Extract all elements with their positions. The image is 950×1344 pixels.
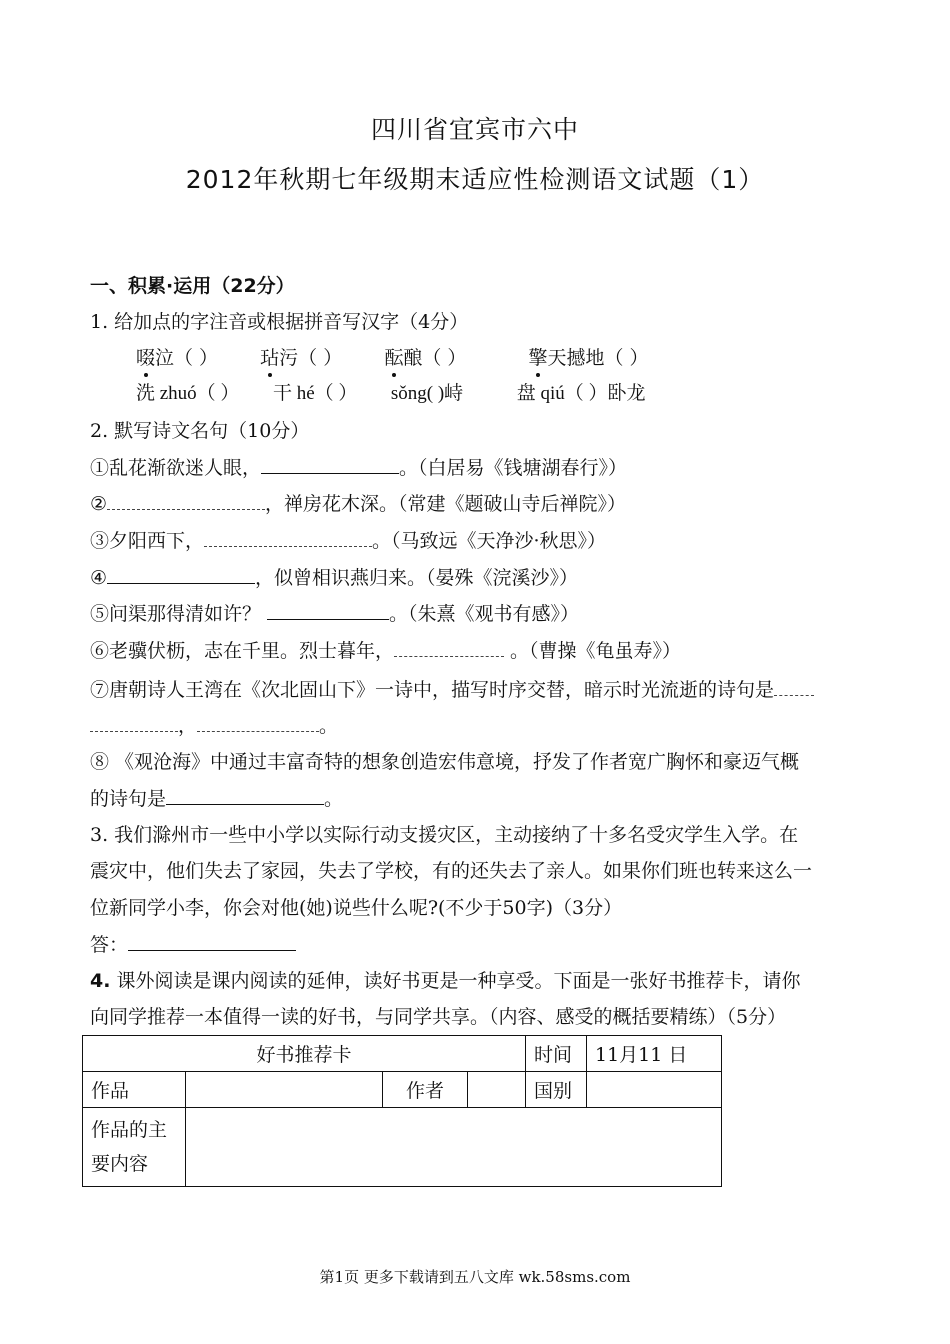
q2-item-text: 。 [324, 788, 344, 810]
page-title: 四川省宜宾市六中 [370, 115, 579, 144]
q2-item-text: 。（白居易《钱塘湖春行》） [399, 457, 628, 479]
q2-item-text: ③夕阳西下， [90, 530, 205, 552]
card-work-field[interactable] [186, 1072, 383, 1108]
card-author-field[interactable] [468, 1072, 526, 1108]
dotted-char: 玷 [260, 347, 280, 369]
book-recommendation-card [82, 1035, 722, 1187]
q2-item-text: ，禅房花木深。（常建《题破山寺后禅院》） [265, 493, 627, 515]
q1-item-2 [260, 347, 342, 369]
q2-item-text: 。（朱熹《观书有感》） [389, 603, 580, 625]
q1-item-4 [528, 347, 648, 369]
answer-blank[interactable] [267, 601, 389, 620]
q1-item-7: sǒng( )峙 [390, 383, 464, 404]
q1-item-text: 污（ ） [279, 347, 343, 369]
q2-item-text: 。 [319, 715, 339, 737]
card-time-value: 11月11 日 [587, 1036, 722, 1072]
q2-item-1 [90, 455, 627, 481]
dotted-char: 酝 [384, 347, 404, 369]
q4-number: 4. [90, 970, 111, 992]
q2-item-text: 。（马致远《天净沙·秋思》） [372, 530, 607, 552]
answer-blank[interactable] [197, 713, 319, 732]
q2-item-8-line1: ⑧ 《观沧海》中通过丰富奇特的想象创造宏伟意境，抒发了作者宽广胸怀和豪迈气概 [90, 751, 800, 773]
q2-item-8-line2 [90, 786, 343, 812]
answer-blank[interactable] [774, 677, 814, 696]
q2-item-text: ④ [90, 567, 108, 589]
answer-blank[interactable] [90, 713, 178, 732]
q4-text: 课外阅读是课内阅读的延伸，读好书更是一种享受。下面是一张好书推荐卡，请你 [110, 970, 801, 992]
answer-blank[interactable] [128, 932, 296, 951]
card-work-label: 作品 [83, 1072, 186, 1108]
answer-blank[interactable] [394, 638, 504, 657]
q2-item-text: ， [178, 715, 198, 737]
dotted-char: 擎 [528, 347, 548, 369]
q2-item-5 [90, 601, 579, 627]
answer-blank[interactable] [107, 565, 255, 584]
q1-item-8: 盘 qiú（ ）卧龙 [516, 383, 646, 404]
q1-stem: 1. 给加点的字注音或根据拼音写汉字（4分） [90, 311, 469, 333]
card-title: 好书推荐卡 [83, 1036, 526, 1072]
page-footer: 第1页 更多下载请到五八文库 wk.58sms.com [319, 1268, 631, 1286]
q2-item-4 [90, 565, 578, 591]
q1-item-6: 干 hé（ ） [272, 383, 358, 404]
q3-line3: 位新同学小李，你会对他(她)说些什么呢?(不少于50字)（3分） [90, 897, 623, 919]
q2-item-7-line2 [90, 713, 338, 739]
q2-item-text: ⑤问渠那得清如许？ [90, 603, 268, 625]
card-time-label: 时间 [526, 1036, 587, 1072]
q1-row1 [136, 345, 649, 371]
dotted-char: 啜 [136, 347, 156, 369]
answer-blank[interactable] [204, 528, 372, 547]
page-subtitle: 2012年秋期七年级期末适应性检测语文试题（1） [185, 165, 765, 194]
card-content-label-text: 作品的主要内容 [91, 1119, 168, 1175]
q2-item-2 [90, 491, 626, 517]
q4-line1 [90, 968, 801, 994]
q1-item-text: 泣（ ） [155, 347, 219, 369]
answer-label: 答： [90, 934, 129, 956]
section-heading: 一、积累·运用（22分） [90, 275, 295, 297]
card-country-field[interactable] [587, 1072, 722, 1108]
q1-item-text: 酿（ ） [403, 347, 467, 369]
card-author-label: 作者 [383, 1072, 468, 1108]
q2-item-text: ⑦唐朝诗人王湾在《次北固山下》一诗中，描写时序交替，暗示时光流逝的诗句是 [90, 679, 775, 701]
card-content-label [83, 1108, 186, 1187]
q2-item-text: 。（曹操《龟虽寿》） [504, 640, 682, 662]
q1-item-text: 天撼地（ ） [547, 347, 649, 369]
q2-stem: 2. 默写诗文名句（10分） [90, 420, 310, 442]
q1-row2 [136, 381, 645, 407]
q3-line1: 3. 我们滁州市一些中小学以实际行动支援灾区，主动接纳了十多名受灾学生入学。在 [90, 824, 799, 846]
q2-item-text: ①乱花渐欲迷人眼， [90, 457, 262, 479]
card-country-label: 国别 [526, 1072, 587, 1108]
q3-line2: 震灾中，他们失去了家园，失去了学校，有的还失去了亲人。如果你们班也转来这么一 [90, 860, 813, 882]
answer-blank[interactable] [261, 455, 399, 474]
answer-blank[interactable] [107, 491, 265, 510]
q2-item-text: 的诗句是 [90, 788, 167, 810]
q1-item-1 [136, 347, 218, 369]
card-content-field[interactable] [186, 1108, 722, 1187]
q1-item-3 [384, 347, 466, 369]
q2-item-6 [90, 638, 681, 664]
q2-item-text: ② [90, 493, 108, 515]
q2-item-text: ⑥老骥伏枥，志在千里。烈士暮年， [90, 640, 395, 662]
q2-item-text: ，似曾相识燕归来。（晏殊《浣溪沙》） [255, 567, 579, 589]
answer-blank[interactable] [166, 786, 324, 805]
q4-line2: 向同学推荐一本值得一读的好书，与同学共享。（内容、感受的概括要精练）（5分） [90, 1006, 787, 1028]
q2-item-3 [90, 528, 606, 554]
q1-item-5: 洗 zhuó（ ） [136, 383, 240, 404]
q3-answer [90, 932, 296, 958]
q2-item-7-line1 [90, 677, 814, 703]
